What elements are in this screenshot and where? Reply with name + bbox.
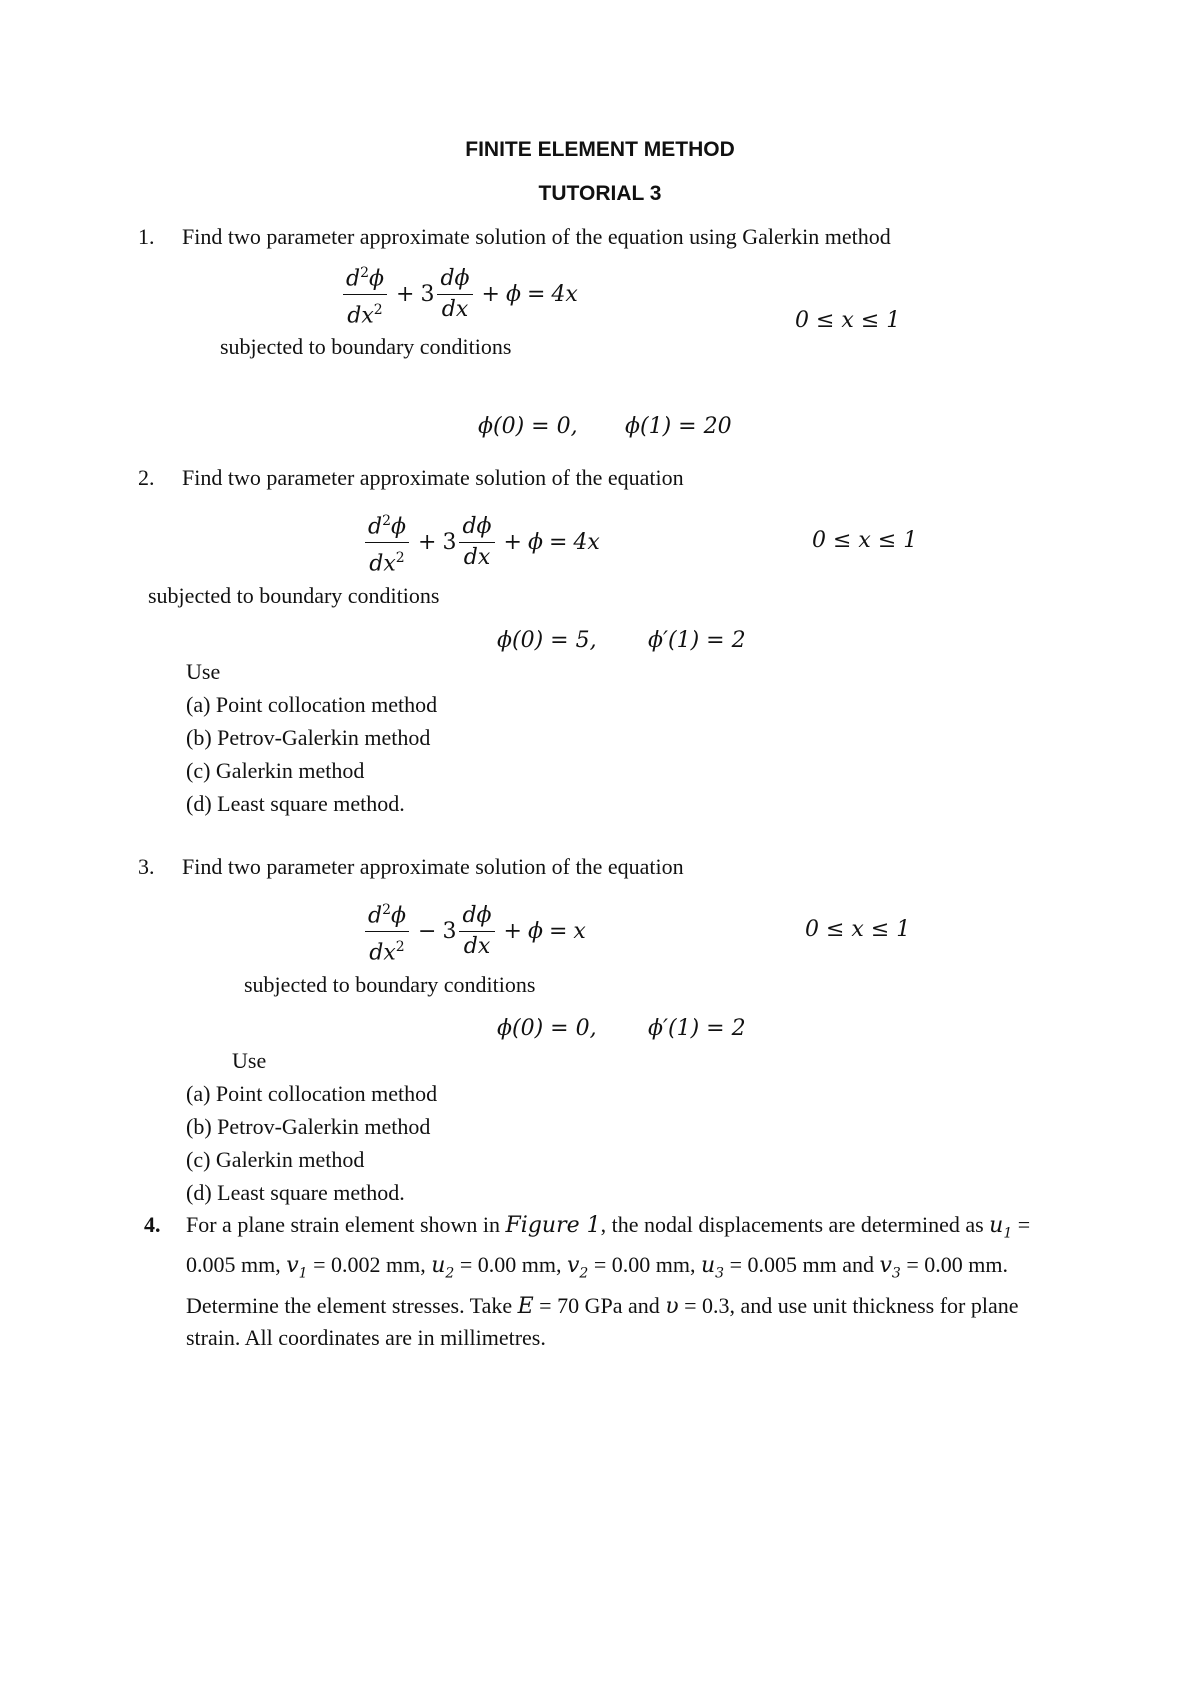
frac-dphi-dx: $\frac{d\phi}{dx}$ bbox=[437, 266, 472, 323]
frac-dphi-dx: $\frac{d\phi}{dx}$ bbox=[459, 903, 494, 960]
problem-3-method-c: (c) Galerkin method bbox=[186, 1147, 365, 1172]
problem-2-bc1: ϕ(0) = 5, bbox=[497, 628, 597, 653]
problem-1-equation: $\frac{d^2\phi}{dx^2}$ + 3 $\frac{d\phi}{dx}$ + ϕ = 4x bbox=[340, 260, 578, 330]
problem-1-bc1: ϕ(0) = 0, bbox=[478, 414, 578, 439]
problem-3-use: Use bbox=[232, 1048, 267, 1073]
frac-dphi-dx: $\frac{d\phi}{dx}$ bbox=[459, 514, 494, 571]
problem-4-number: 4. bbox=[144, 1212, 161, 1237]
problem-1-number: 1. bbox=[138, 224, 155, 249]
problem-3-method-d: (d) Least square method. bbox=[186, 1180, 405, 1205]
problem-3-method-a: (a) Point collocation method bbox=[186, 1081, 438, 1106]
page-subtitle: TUTORIAL 3 bbox=[538, 182, 662, 205]
problem-2-method-d: (d) Least square method. bbox=[186, 791, 405, 816]
problem-1-statement: Find two parameter approximate solution of the equation using Galerkin method bbox=[182, 224, 891, 249]
problem-3-bc-label: subjected to boundary conditions bbox=[244, 972, 536, 997]
frac-d2phi-dx2: $\frac{d^2\phi}{dx^2}$ bbox=[343, 260, 387, 330]
problem-1-bc2: ϕ(1) = 20 bbox=[625, 414, 732, 439]
problem-2-method-c: (c) Galerkin method bbox=[186, 758, 365, 783]
problem-2-bc2: ϕ′(1) = 2 bbox=[648, 628, 746, 653]
problem-3-bc1: ϕ(0) = 0, bbox=[497, 1016, 597, 1041]
page-title: FINITE ELEMENT METHOD bbox=[465, 138, 735, 161]
problem-4-paragraph: For a plane strain element shown in Figure 1, the nodal displacements are determined as $u_1 = 0.005$ mm, $v_1 = 0.002$ mm, $u_2 = 0.00$ mm, $v_2 = 0.00$ mm, $u_3 = 0.005$ mm and $v_3 = 0.00$ mm. Determine the element stresses. Take E = 70 GPa and υ = 0.3, and use unit thickness for plane strain. All coordinates are in millimetres. bbox=[186, 1212, 1031, 1350]
problem-3-number: 3. bbox=[138, 854, 155, 879]
problem-3-method-b: (b) Petrov-Galerkin method bbox=[186, 1114, 431, 1139]
frac-d2phi-dx2: $\frac{d^2\phi}{dx^2}$ bbox=[365, 897, 409, 967]
problem-1-domain: 0 ≤ x ≤ 1 bbox=[795, 308, 901, 333]
problem-3-domain: 0 ≤ x ≤ 1 bbox=[805, 917, 911, 942]
problem-2-equation: $\frac{d^2\phi}{dx^2}$ + 3 $\frac{d\phi}{dx}$ + ϕ = 4x bbox=[362, 508, 600, 578]
problem-2-use: Use bbox=[186, 659, 221, 684]
problem-1-bc-label: subjected to boundary conditions bbox=[220, 334, 512, 359]
problem-2-bc-label: subjected to boundary conditions bbox=[148, 583, 440, 608]
problem-2-method-a: (a) Point collocation method bbox=[186, 692, 438, 717]
problem-2-domain: 0 ≤ x ≤ 1 bbox=[812, 528, 918, 553]
problem-3-bc2: ϕ′(1) = 2 bbox=[648, 1016, 746, 1041]
problem-3-equation: $\frac{d^2\phi}{dx^2}$ − 3 $\frac{d\phi}{dx}$ + ϕ = x bbox=[362, 897, 586, 967]
problem-3-statement: Find two parameter approximate solution of the equation bbox=[182, 854, 684, 879]
problem-2-number: 2. bbox=[138, 465, 155, 490]
problem-2-method-b: (b) Petrov-Galerkin method bbox=[186, 725, 431, 750]
frac-d2phi-dx2: $\frac{d^2\phi}{dx^2}$ bbox=[365, 508, 409, 578]
problem-2-statement: Find two parameter approximate solution of the equation bbox=[182, 465, 684, 490]
